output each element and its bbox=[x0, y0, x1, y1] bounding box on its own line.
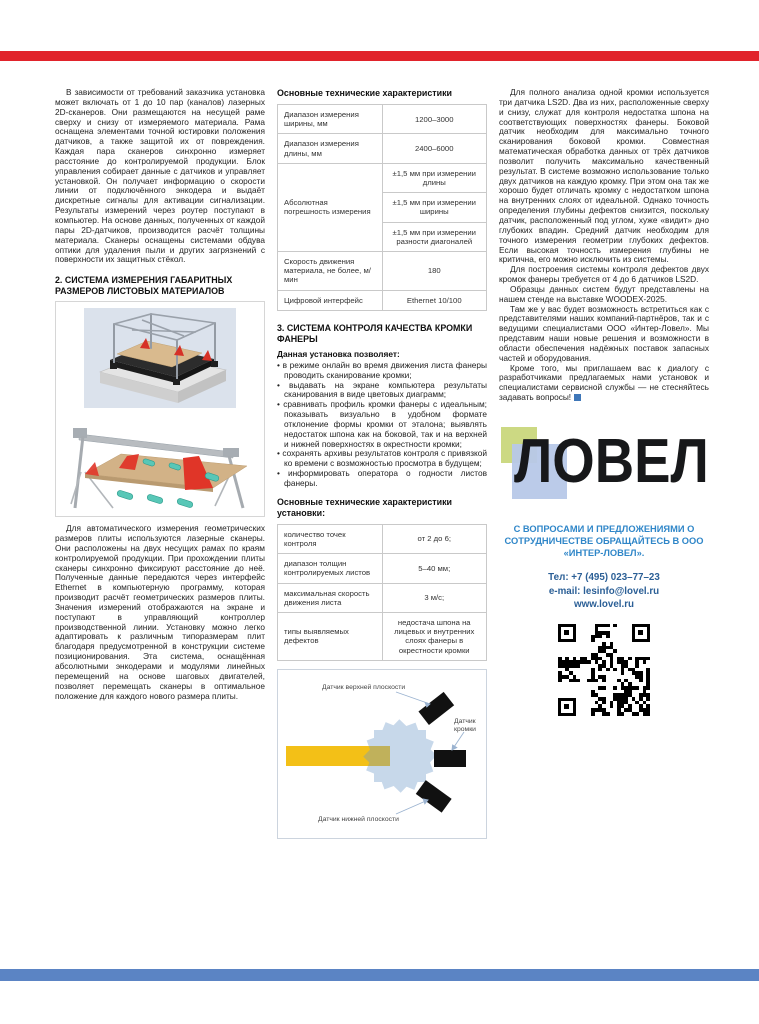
table-row: Диапазон измерения длины, мм 2400–6000 bbox=[278, 134, 487, 163]
machine-render-gantry bbox=[65, 412, 255, 510]
list-item: • сравнивать профиль кромки фанеры с идеальным; показывать визуально в удобном формате отклонение формы кромки от эталона; выявлять недостаток шпона как на боковой, так и на верхней и нижней поверхностях в окрестности кромки; bbox=[277, 400, 487, 449]
paragraph: Образцы данных систем будут представлены на нашем стенде на выставке WOODEX-2025. bbox=[499, 283, 709, 304]
bottom-blue-rule bbox=[0, 969, 759, 981]
content-columns bbox=[55, 88, 709, 839]
paragraph: Кроме того, мы приглашаем вас к диалогу с разработчиками предлагаемых нами установок и специалистами сервисной службы — не стесняйтесь задавать вопросы! bbox=[499, 362, 709, 403]
table1-title: Основные технические характеристики bbox=[277, 88, 453, 98]
table2-title: Основные технические характеристики установки: bbox=[277, 496, 453, 518]
list-intro: Данная установка позволяет: bbox=[277, 348, 400, 359]
table-row: ±1,5 мм при измерении ширины bbox=[278, 193, 487, 222]
paragraph: Для автоматического измерения геометрических размеров плиты используются лазерные сканеры. Они расположены на двух несущих рамах по краям контролируемой продукции. При прохождении плиты сканеры синхронно фиксируют расстояние до неё. Полученные данные передаются через интерфейс Ethernet в компьютерную программу, которая производит расчёт геометрических размеров плиты. Значения измерений отображаются на экране и поступают в управляющий контроллер производственной линии. Установку можно легко адаптировать к различным типоразмерам плит благодаря предусмотренной в конструкции системе позиционирования. Эта система, оснащённая абсолютными энкодерами и модулями линейных перемещений на основе шаговых двигателей, позволяет перемещать сканеры в оптимальное положение для каждого нового размера плиты. bbox=[55, 523, 265, 701]
table-row: максимальная скорость движения листа 3 м/с; bbox=[278, 583, 487, 612]
lovel-logo bbox=[499, 417, 709, 513]
diagram-label-top-sensor: Датчик верхней плоскости bbox=[322, 683, 406, 691]
list-item: • выдавать на экране компьютера результаты сканирования в виде цветовых диаграмм; bbox=[277, 381, 487, 401]
table-row: Диапазон измерения ширины, мм 1200–3000 bbox=[278, 105, 487, 134]
qr-finder-icon bbox=[558, 698, 576, 716]
qr-finder-icon bbox=[558, 624, 576, 642]
diagram-label-edge-sensor: Датчик кромки bbox=[454, 717, 476, 733]
table-row: ±1,5 мм при измерении разности диагоналей bbox=[278, 222, 487, 251]
top-red-rule bbox=[0, 51, 759, 61]
paragraph: Для полного анализа одной кромки используется три датчика LS2D. Два из них, расположенные сверху и снизу, служат для контроля недостатка шпона на соответствующих поверхностях фанеры. Боковой датчик необходим для максимально точного сканирования боковой кромки. Совместная математическая обработка данных от трёх датчиков позволит получить максимально качественный результат. В системе возможно использование только двух датчиков на каждую кромку. При этом она так же хорошо будет отличать кромку с недостатком шпона на внутренних слоях от идеальной. Однако точность определения глубины дефектов снизится, поскольку датчик, расположенный под углом, хуже «видит» дно глубоких впадин. Средний датчик необходим для точного измерения геометрии глубоких дефектов. Если высокая точность измерения глубины не критична, его можно исключить из системы. bbox=[499, 87, 709, 265]
table-row: Цифровой интерфейс Ethernet 10/100 bbox=[278, 290, 487, 310]
diagram-label-bottom-sensor: Датчик нижней плоскости bbox=[318, 815, 399, 823]
table-row: Скорость движения материала, не более, м/мин 180 bbox=[278, 252, 487, 291]
machine-figures bbox=[55, 301, 265, 517]
middle-column bbox=[277, 88, 487, 839]
sensor-diagram bbox=[277, 669, 487, 839]
list-item: • в режиме онлайн во время движения листа фанеры проводить сканирование кромки; bbox=[277, 361, 487, 381]
paragraph: Там же у вас будет возможность встретиться как с представителями наших компаний-партнёров, так и с ведущими специалистами ООО «Интер-Ловел». Мы представим наши новые решения и возможности в области обеспечения надёжных поставок запасных частей и оборудования. bbox=[499, 303, 709, 363]
machine-render-frame bbox=[84, 308, 236, 408]
section-2-heading: 2. СИСТЕМА ИЗМЕРЕНИЯ ГАБАРИТНЫХ РАЗМЕРОВ ЛИСТОВЫХ МАТЕРИАЛОВ bbox=[55, 275, 233, 297]
table-row: диапазон толщин контролируемых листов 5–40 мм; bbox=[278, 554, 487, 583]
table-row: Абсолютная погрешность измерения ±1,5 мм при измерении длины bbox=[278, 163, 487, 192]
end-of-article-marker bbox=[574, 394, 581, 401]
logo-wordmark: ЛОВЕЛ bbox=[514, 427, 709, 496]
qr-code bbox=[558, 624, 650, 716]
contact-heading: С ВОПРОСАМИ И ПРЕДЛОЖЕНИЯМИ О СОТРУДНИЧЕСТВЕ ОБРАЩАЙТЕСЬ В ООО «ИНТЕР-ЛОВЕЛ». bbox=[504, 524, 704, 558]
table-row: типы выявляемых дефектов недостача шпона на лицевых и внутренних слоях фанеры в окрестности кромки bbox=[278, 613, 487, 661]
section-3-heading: 3. СИСТЕМА КОНТРОЛЯ КАЧЕСТВА КРОМКИ ФАНЕРЫ bbox=[277, 322, 473, 344]
list-item: • информировать оператора о годности листов фанеры. bbox=[277, 469, 487, 489]
qr-finder-icon bbox=[632, 624, 650, 642]
paragraph: Для построения системы контроля дефектов двух кромок фанеры требуется от 4 до 6 датчиков LS2D. bbox=[499, 264, 709, 285]
contact-phone: Тел: +7 (495) 023–77–23 bbox=[548, 572, 660, 583]
sensor-diagram-graphic bbox=[278, 670, 486, 836]
spec-table-dimensions bbox=[277, 104, 487, 311]
table-row: количество точек контроля от 2 до 6; bbox=[278, 524, 487, 553]
capability-list bbox=[277, 361, 487, 489]
contact-email[interactable]: e-mail: lesinfo@lovel.ru bbox=[548, 585, 660, 597]
contact-website[interactable]: www.lovel.ru bbox=[573, 599, 635, 610]
left-column bbox=[55, 88, 265, 839]
paragraph: В зависимости от требований заказчика установка может включать от 1 до 10 пар (каналов) лазерных 2D-сканеров. Они размещаются на несущей раме сверху и снизу от измеряемого материала. Рама оснащена элементами точной юстировки положения датчиков, а также защитой их от повреждения. Каждая пара сканеров синхронно измеряет расстояние до контролируемой продукции. Блок управления собирает данные с датчиков и управляет установкой. Он получает информацию о скорости линии от подключённого энкодера и выдаёт дискретные сигналы для активации сигнализации. Результаты измерений через роутер поступают в компьютер. На основе данных, полученных от каждой пары 2D-датчиков, производится расчёт толщины материала. Сканеры оснащены системами обдува оптики для удаления пыли и других загрязнений с поверхности их защитных стёкол. bbox=[55, 87, 265, 265]
spec-table-unit bbox=[277, 524, 487, 661]
list-item: • сохранять архивы результатов контроля с привязкой ко времени с возможностью просмотра в будущем; bbox=[277, 449, 487, 469]
right-column bbox=[499, 88, 709, 839]
